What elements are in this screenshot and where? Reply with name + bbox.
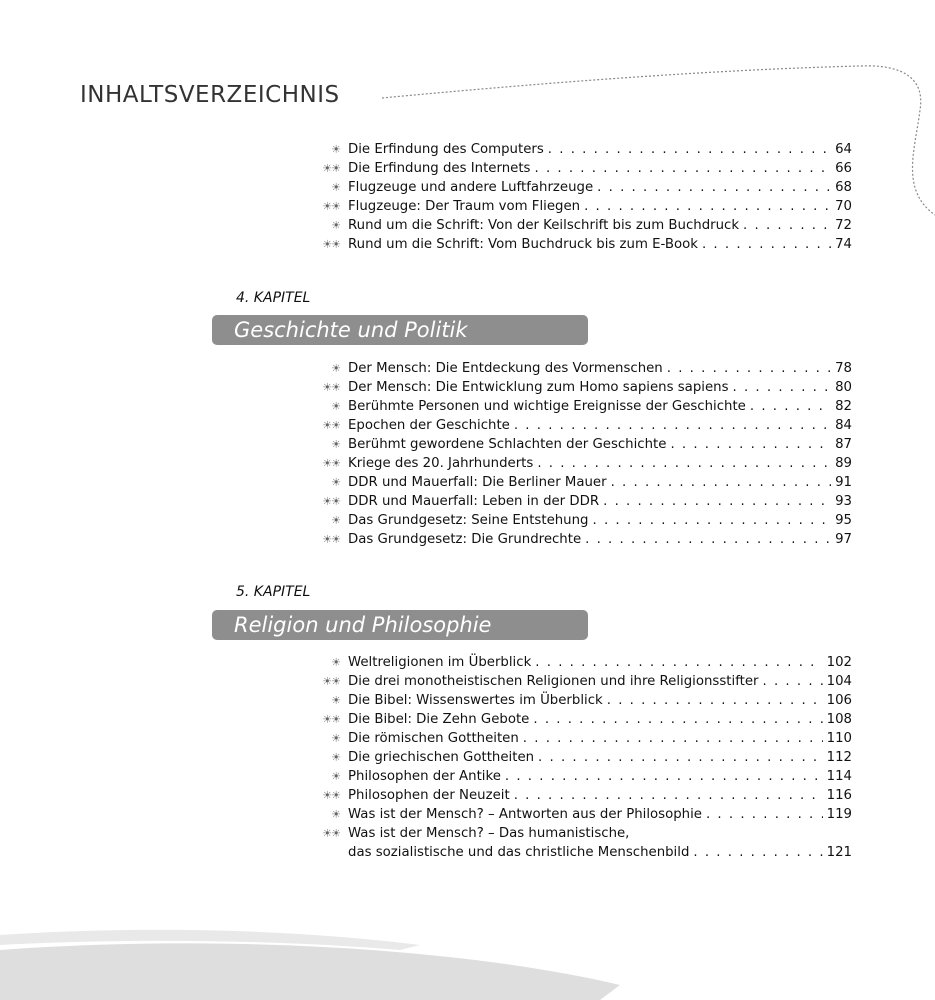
lightbulb-icon: ☀ bbox=[331, 808, 340, 821]
page-number: 80 bbox=[835, 380, 852, 395]
toc-entry[interactable] bbox=[300, 416, 852, 435]
lightbulb-icon: ☀ bbox=[331, 751, 340, 764]
dot-leader bbox=[523, 729, 823, 748]
page-number: 116 bbox=[826, 788, 852, 803]
chapter-title-bar: Geschichte und Politik bbox=[212, 315, 588, 345]
entry-title: Philosophen der Neuzeit bbox=[348, 788, 510, 803]
lightbulb-icon: ☀☀ bbox=[322, 381, 340, 394]
lightbulb-icon: ☀ bbox=[331, 362, 340, 375]
lightbulb-icon: ☀ bbox=[331, 438, 340, 451]
page-number: 84 bbox=[835, 418, 852, 433]
dot-leader bbox=[607, 691, 823, 710]
entry-title: Epochen der Geschichte bbox=[348, 418, 510, 433]
page-number: 97 bbox=[835, 532, 852, 547]
page-number: 102 bbox=[826, 655, 852, 670]
entry-title: Rund um die Schrift: Von der Keilschrift bis zum Buchdruck bbox=[348, 218, 740, 233]
entry-title: Der Mensch: Die Entwicklung zum Homo sapiens sapiens bbox=[348, 380, 729, 395]
toc-entry[interactable] bbox=[300, 397, 852, 416]
chapter-title-bar: Religion und Philosophie bbox=[212, 610, 588, 640]
dot-leader bbox=[763, 672, 823, 691]
dot-leader bbox=[535, 653, 822, 672]
dot-leader bbox=[534, 159, 831, 178]
entry-title: Die Erfindung des Computers bbox=[348, 142, 544, 157]
entry-title: Weltreligionen im Überblick bbox=[348, 655, 532, 670]
lightbulb-icon: ☀☀ bbox=[322, 495, 340, 508]
page-number: 87 bbox=[835, 437, 852, 452]
lightbulb-icon: ☀☀ bbox=[322, 200, 340, 213]
page-number: 82 bbox=[835, 399, 852, 414]
dot-leader bbox=[750, 397, 831, 416]
lightbulb-icon: ☀☀ bbox=[322, 533, 340, 546]
page-number: 70 bbox=[835, 199, 852, 214]
toc-entry[interactable] bbox=[300, 216, 852, 235]
entry-title: Berühmt gewordene Schlachten der Geschichte bbox=[348, 437, 667, 452]
toc-entry[interactable] bbox=[300, 805, 852, 824]
lightbulb-icon: ☀☀ bbox=[322, 675, 340, 688]
toc-entry[interactable] bbox=[300, 197, 852, 216]
entry-title: Berühmte Personen und wichtige Ereignisse der Geschichte bbox=[348, 399, 746, 414]
dot-leader bbox=[548, 140, 831, 159]
toc-entry[interactable] bbox=[300, 672, 852, 691]
entry-title: Die Erfindung des Internets bbox=[348, 161, 531, 176]
dot-leader bbox=[670, 435, 831, 454]
dot-leader bbox=[693, 843, 822, 862]
dot-leader bbox=[538, 748, 823, 767]
toc-entry[interactable] bbox=[300, 691, 852, 710]
toc-entry[interactable] bbox=[300, 178, 852, 197]
lightbulb-icon: ☀ bbox=[331, 770, 340, 783]
dot-leader bbox=[584, 197, 831, 216]
lightbulb-icon: ☀ bbox=[331, 143, 340, 156]
lightbulb-icon: ☀☀ bbox=[322, 789, 340, 802]
page-number: 119 bbox=[826, 807, 852, 822]
toc-entry[interactable] bbox=[300, 435, 852, 454]
dot-leader bbox=[706, 805, 823, 824]
toc-entry[interactable] bbox=[300, 530, 852, 549]
lightbulb-icon: ☀ bbox=[331, 181, 340, 194]
toc-entry[interactable] bbox=[300, 235, 852, 254]
entry-title: DDR und Mauerfall: Leben in der DDR bbox=[348, 494, 600, 509]
dot-leader bbox=[592, 511, 831, 530]
entry-title: Die drei monotheistischen Religionen und ihre Religionsstifter bbox=[348, 674, 759, 689]
toc-entry[interactable] bbox=[300, 710, 852, 729]
dot-leader bbox=[702, 235, 831, 254]
dot-leader bbox=[603, 492, 831, 511]
lightbulb-icon: ☀ bbox=[331, 400, 340, 413]
entry-title: Philosophen der Antike bbox=[348, 769, 501, 784]
lightbulb-icon: ☀☀ bbox=[322, 827, 340, 840]
page-number: 68 bbox=[835, 180, 852, 195]
toc-entry[interactable] bbox=[300, 454, 852, 473]
entry-title: Das Grundgesetz: Die Grundrechte bbox=[348, 532, 582, 547]
lightbulb-icon: ☀ bbox=[331, 732, 340, 745]
dot-leader bbox=[514, 786, 823, 805]
entry-title: Das Grundgesetz: Seine Entstehung bbox=[348, 513, 589, 528]
entry-title: Die griechischen Gottheiten bbox=[348, 750, 535, 765]
entry-title: Kriege des 20. Jahrhunderts bbox=[348, 456, 534, 471]
toc-entry[interactable] bbox=[300, 729, 852, 748]
brush-strokes bbox=[0, 930, 620, 1000]
page-number: 121 bbox=[826, 845, 852, 860]
chapter-label: 4. KAPITEL bbox=[236, 290, 311, 306]
page-number: 89 bbox=[835, 456, 852, 471]
toc-entry[interactable] bbox=[300, 473, 852, 492]
toc-entry[interactable] bbox=[300, 511, 852, 530]
dot-leader bbox=[533, 710, 822, 729]
toc-entry[interactable] bbox=[300, 378, 852, 397]
dot-leader bbox=[667, 359, 831, 378]
page-number: 108 bbox=[826, 712, 852, 727]
lightbulb-icon: ☀ bbox=[331, 694, 340, 707]
lightbulb-icon: ☀☀ bbox=[322, 713, 340, 726]
page-number: 114 bbox=[826, 769, 852, 784]
lightbulb-icon: ☀ bbox=[331, 656, 340, 669]
toc-entry[interactable] bbox=[300, 359, 852, 378]
dot-leader bbox=[611, 473, 831, 492]
entry-title: Flugzeuge und andere Luftfahrzeuge bbox=[348, 180, 594, 195]
entry-title: Flugzeuge: Der Traum vom Fliegen bbox=[348, 199, 581, 214]
lightbulb-icon: ☀ bbox=[331, 514, 340, 527]
entry-title: Was ist der Mensch? – Antworten aus der Philosophie bbox=[348, 807, 702, 822]
lightbulb-icon: ☀ bbox=[331, 219, 340, 232]
entry-title: Die Bibel: Wissenswertes im Überblick bbox=[348, 693, 603, 708]
toc-entry[interactable] bbox=[300, 159, 852, 178]
toc-entry[interactable] bbox=[300, 786, 852, 805]
toc-entry-continuation[interactable] bbox=[300, 843, 852, 862]
dot-leader bbox=[585, 530, 831, 549]
dot-leader bbox=[743, 216, 831, 235]
toc-entry[interactable] bbox=[300, 824, 852, 843]
toc-list bbox=[300, 359, 852, 549]
entry-title: Die Bibel: Die Zehn Gebote bbox=[348, 712, 530, 727]
entry-title: Was ist der Mensch? – Das humanistische, bbox=[348, 826, 630, 841]
entry-title: Die römischen Gottheiten bbox=[348, 731, 519, 746]
toc-list bbox=[300, 140, 852, 254]
page-number: 66 bbox=[835, 161, 852, 176]
toc-entry[interactable] bbox=[300, 140, 852, 159]
lightbulb-icon: ☀ bbox=[331, 476, 340, 489]
page-number: 91 bbox=[835, 475, 852, 490]
page-number: 110 bbox=[826, 731, 852, 746]
page-number: 72 bbox=[835, 218, 852, 233]
lightbulb-icon: ☀☀ bbox=[322, 238, 340, 251]
lightbulb-icon: ☀☀ bbox=[322, 162, 340, 175]
toc-list bbox=[300, 653, 852, 862]
page-number: 78 bbox=[835, 361, 852, 376]
page-number: 93 bbox=[835, 494, 852, 509]
page-number: 95 bbox=[835, 513, 852, 528]
page-number: 74 bbox=[835, 237, 852, 252]
toc-entry[interactable] bbox=[300, 492, 852, 511]
toc-entry[interactable] bbox=[300, 748, 852, 767]
toc-entry[interactable] bbox=[300, 653, 852, 672]
entry-title-continued: das sozialistische und das christliche Menschenbild bbox=[348, 845, 690, 860]
page-number: 106 bbox=[826, 693, 852, 708]
page-number: 112 bbox=[826, 750, 852, 765]
dot-leader bbox=[597, 178, 831, 197]
page-title: INHALTSVERZEICHNIS bbox=[80, 82, 340, 108]
dot-leader bbox=[733, 378, 832, 397]
dot-leader bbox=[537, 454, 831, 473]
entry-title: DDR und Mauerfall: Die Berliner Mauer bbox=[348, 475, 607, 490]
page-number: 64 bbox=[835, 142, 852, 157]
toc-entry[interactable] bbox=[300, 767, 852, 786]
chapter-label: 5. KAPITEL bbox=[236, 584, 311, 600]
entry-title: Der Mensch: Die Entdeckung des Vormenschen bbox=[348, 361, 663, 376]
lightbulb-icon: ☀☀ bbox=[322, 419, 340, 432]
lightbulb-icon: ☀☀ bbox=[322, 457, 340, 470]
entry-title: Rund um die Schrift: Vom Buchdruck bis zum E-Book bbox=[348, 237, 698, 252]
dot-leader bbox=[514, 416, 831, 435]
page-number: 104 bbox=[826, 674, 852, 689]
dot-leader bbox=[505, 767, 823, 786]
